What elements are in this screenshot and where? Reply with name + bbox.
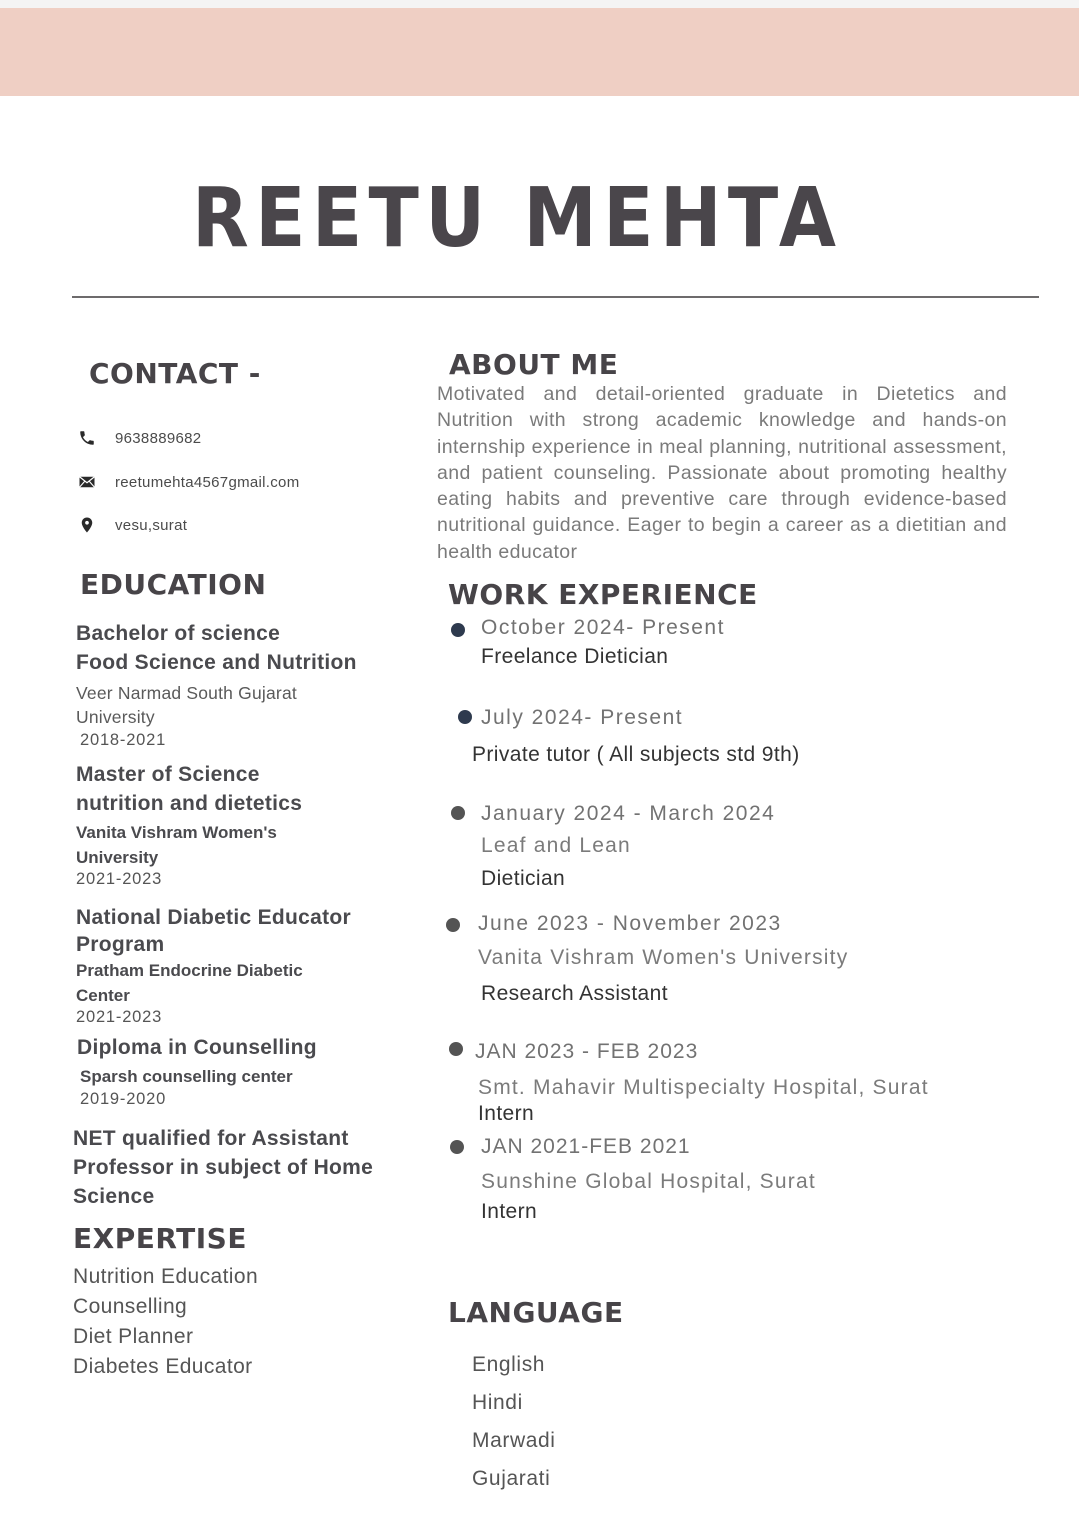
institution: Sparsh counselling center [80, 1067, 293, 1086]
institution: Vanita Vishram Women's [76, 823, 277, 842]
work-date: October 2024- Present [481, 616, 725, 639]
work-date: January 2024 - March 2024 [481, 802, 776, 825]
education-entry [77, 1033, 317, 1109]
contact-heading: CONTACT - [89, 357, 261, 390]
language-item: Marwadi [472, 1429, 556, 1452]
work-heading: WORK EXPERIENCE [448, 578, 758, 611]
institution: University [76, 848, 159, 867]
institution: Veer Narmad South Gujarat [76, 683, 297, 703]
degree-field: nutrition and dietetics [76, 792, 303, 815]
timeline-dot [450, 1140, 464, 1154]
work-role: Dietician [481, 867, 566, 890]
top-strip [0, 0, 1079, 8]
expertise-item: Diet Planner [73, 1325, 194, 1348]
language-heading: LANGUAGE [448, 1296, 624, 1329]
work-role: Intern [478, 1102, 535, 1125]
diploma-title: Diploma in Counselling [77, 1036, 317, 1059]
timeline-dot [446, 918, 460, 932]
work-date: July 2024- Present [481, 706, 684, 729]
education-years: 2021-2023 [76, 1008, 163, 1026]
candidate-name: REETU MEHTA [192, 171, 843, 266]
program-title: Program [76, 933, 165, 956]
contact-phone [78, 429, 201, 447]
work-organization: Vanita Vishram Women's University [478, 946, 849, 969]
work-organization: Leaf and Lean [481, 834, 631, 857]
language-item: English [472, 1353, 546, 1376]
work-organization: Smt. Mahavir Multispecialty Hospital, Surat [478, 1076, 929, 1099]
language-item: Gujarati [472, 1467, 551, 1490]
education-years: 2018-2021 [80, 731, 167, 749]
program-title: National Diabetic Educator [76, 906, 352, 929]
education-years: 2021-2023 [76, 870, 163, 888]
degree-field: Food Science and Nutrition [76, 651, 357, 674]
header-divider [72, 296, 1039, 298]
expertise-list [73, 1262, 258, 1382]
map-pin-icon [78, 516, 98, 534]
work-organization: Sunshine Global Hospital, Surat [481, 1170, 816, 1193]
phone-icon [78, 429, 98, 447]
achievement [73, 1124, 373, 1211]
education-heading: EDUCATION [80, 568, 267, 601]
language-item: Hindi [472, 1391, 523, 1414]
envelope-icon [78, 473, 98, 491]
education-entry [76, 903, 351, 1027]
email-address: reetumehta4567gmail.com [115, 473, 300, 491]
location: vesu,surat [115, 516, 188, 534]
expertise-item: Counselling [73, 1295, 188, 1318]
achievement-line: NET qualified for Assistant [73, 1127, 349, 1150]
work-date: JAN 2021-FEB 2021 [481, 1135, 691, 1158]
timeline-dot [449, 1042, 463, 1056]
education-entry [76, 619, 357, 750]
expertise-item: Diabetes Educator [73, 1355, 253, 1378]
contact-location [78, 516, 187, 534]
achievement-line: Science [73, 1185, 155, 1208]
degree-title: Master of Science [76, 763, 260, 786]
degree-title: Bachelor of science [76, 622, 281, 645]
contact-email [78, 473, 300, 491]
expertise-heading: EXPERTISE [73, 1222, 247, 1255]
institution: Pratham Endocrine Diabetic [76, 961, 303, 980]
timeline-dot [458, 710, 472, 724]
work-date: JAN 2023 - FEB 2023 [475, 1040, 699, 1063]
work-role: Intern [481, 1200, 538, 1223]
timeline-dot [451, 623, 465, 637]
expertise-item: Nutrition Education [73, 1265, 259, 1288]
achievement-line: Professor in subject of Home [73, 1156, 374, 1179]
work-role: Private tutor ( All subjects std 9th) [472, 743, 800, 766]
work-role: Research Assistant [481, 982, 668, 1005]
education-years: 2019-2020 [80, 1090, 167, 1108]
about-text: Motivated and detail-oriented graduate in Dietetics and Nutrition with strong academic knowledge and hands-on internship experience in meal planning, nutritional assessment, and patient counseling. Passionate about promoting healthy eating habits and preventive care through evidence-based nutritional guidance. Eager to begin a career as a dietitian and health educator [437, 383, 1007, 563]
phone-number: 9638889682 [115, 429, 202, 447]
institution: Center [76, 986, 130, 1005]
timeline-dot [451, 806, 465, 820]
work-date: June 2023 - November 2023 [478, 912, 782, 935]
header-banner [0, 8, 1079, 96]
about-heading: ABOUT ME [449, 348, 619, 381]
education-entry [76, 760, 302, 889]
work-role: Freelance Dietician [481, 645, 669, 668]
institution: University [76, 707, 155, 727]
